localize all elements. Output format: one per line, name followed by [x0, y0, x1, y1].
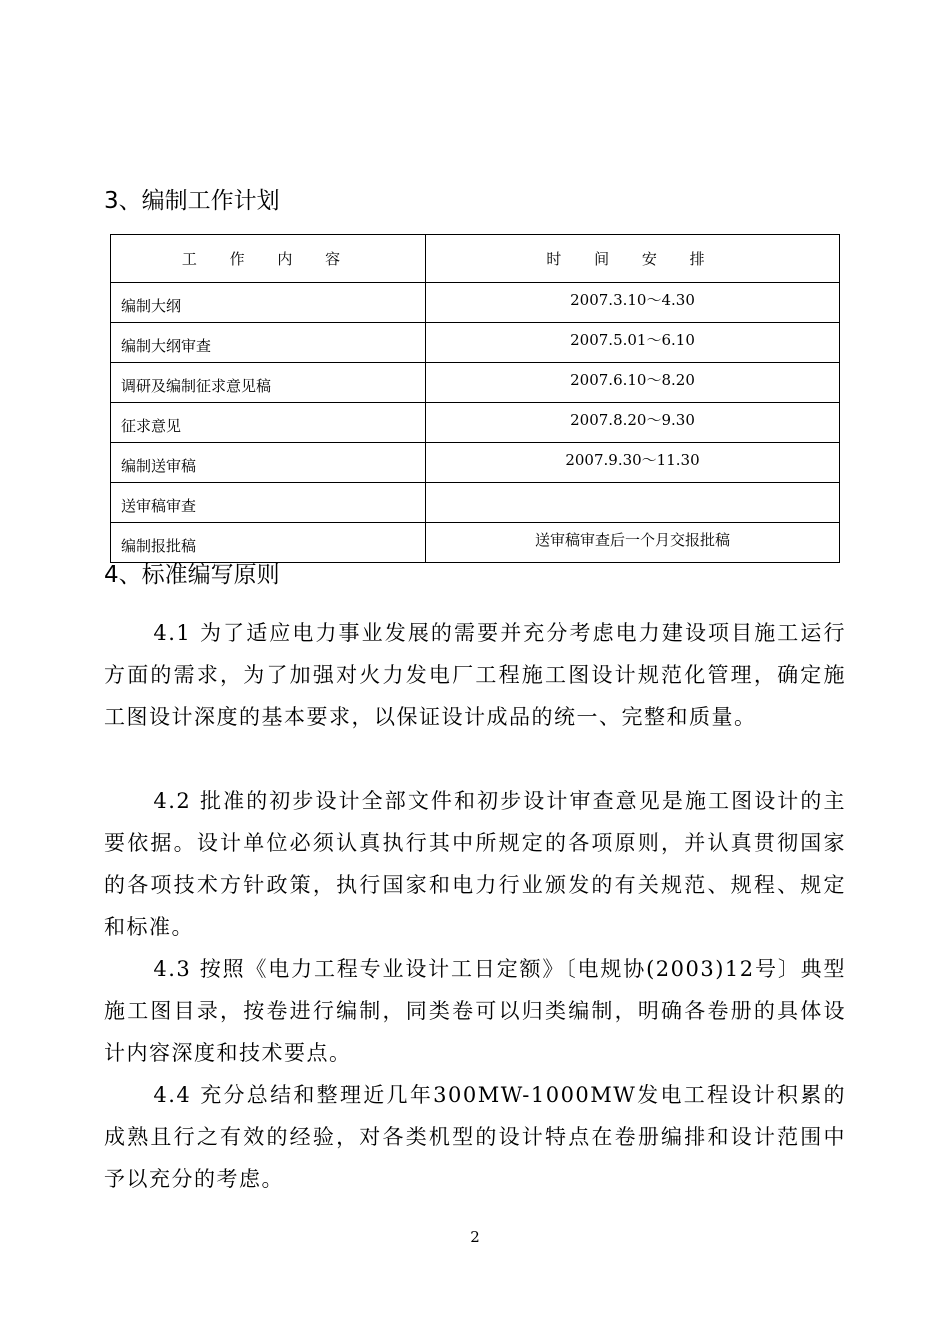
work-item-cell: 编制报批稿 [111, 523, 426, 563]
paragraph-4-3: 4.3 按照《电力工程专业设计工日定额》〔电规协(2003)12号〕典型施工图目录，按卷进行编制，同类卷可以归类编制，明确各卷册的具体设计内容深度和技术要点。 [104, 957, 846, 1065]
work-item-cell: 编制送审稿 [111, 443, 426, 483]
page-number: 2 [470, 1228, 480, 1246]
table-row [111, 283, 840, 323]
table-row [111, 323, 840, 363]
work-plan-table [110, 234, 840, 563]
work-item-cell: 调研及编制征求意见稿 [111, 363, 426, 403]
table-row [111, 363, 840, 403]
section-heading-principles: 4、标准编写原则 [104, 562, 280, 588]
table-row [111, 483, 840, 523]
paragraph-4-2: 4.2 批准的初步设计全部文件和初步设计审查意见是施工图设计的主要依据。设计单位必须认真执行其中所规定的各项原则，并认真贯彻国家的各项技术方针政策，执行国家和电力行业颁发的有关规范、规程、规定和标准。 [104, 789, 846, 939]
schedule-cell: 2007.5.01～6.10 [426, 323, 840, 363]
schedule-cell: 2007.6.10～8.20 [426, 363, 840, 403]
column-header-content: 工 作 内 容 [111, 235, 426, 283]
work-item-cell: 编制大纲 [111, 283, 426, 323]
column-header-schedule: 时 间 安 排 [426, 235, 840, 283]
schedule-cell: 送审稿审查后一个月交报批稿 [426, 523, 840, 563]
table-header-row [111, 235, 840, 283]
work-item-cell: 编制大纲审查 [111, 323, 426, 363]
section-heading-work-plan: 3、编制工作计划 [104, 188, 280, 214]
table-row [111, 443, 840, 483]
schedule-cell: 2007.9.30～11.30 [426, 443, 840, 483]
table-row [111, 403, 840, 443]
schedule-cell: 2007.3.10～4.30 [426, 283, 840, 323]
table-row [111, 523, 840, 563]
work-item-cell: 征求意见 [111, 403, 426, 443]
paragraph-4-4: 4.4 充分总结和整理近几年300MW-1000MW发电工程设计积累的成熟且行之有效的经验，对各类机型的设计特点在卷册编排和设计范围中予以充分的考虑。 [104, 1083, 846, 1191]
schedule-cell: 2007.8.20～9.30 [426, 403, 840, 443]
paragraph-4-1: 4.1 为了适应电力事业发展的需要并充分考虑电力建设项目施工运行方面的需求，为了加强对火力发电厂工程施工图设计规范化管理，确定施工图设计深度的基本要求，以保证设计成品的统一、完整和质量。 [104, 621, 846, 729]
work-item-cell: 送审稿审查 [111, 483, 426, 523]
schedule-cell [426, 483, 840, 523]
